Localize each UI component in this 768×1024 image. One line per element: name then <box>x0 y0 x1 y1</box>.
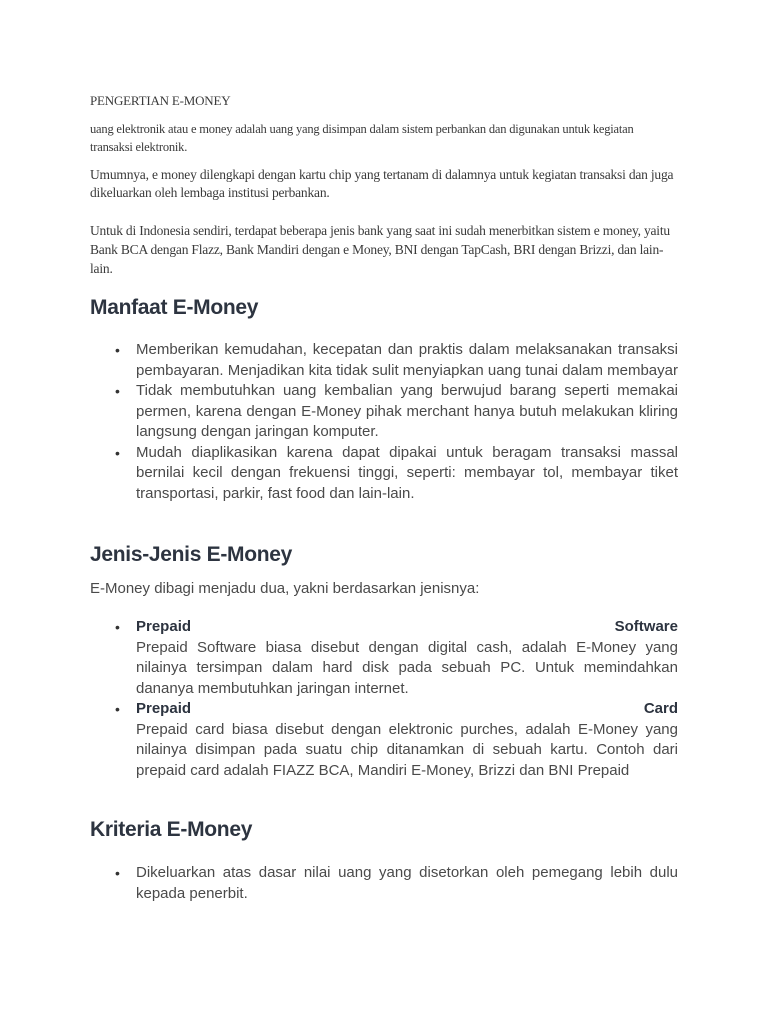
list-item <box>112 699 678 781</box>
document-title: PENGERTIAN E-MONEY <box>90 93 231 108</box>
list-item <box>112 381 678 443</box>
list-item <box>112 443 678 505</box>
paragraph-definition: uang elektronik atau e money adalah uang yang disimpan dalam sistem perbankan dan digunakan untuk kegiatan transaksi elektronik. <box>90 122 634 154</box>
item-heading-left: Prepaid <box>136 700 192 717</box>
item-heading <box>136 617 678 638</box>
list-item <box>112 863 678 904</box>
bullet-icon: • <box>115 383 120 399</box>
item-heading-left: Prepaid <box>136 618 192 635</box>
heading-jenis: Jenis-Jenis E-Money <box>90 543 293 566</box>
paragraph-chip: Umumnya, e money dilengkapi dengan kartu chip yang tertanam di dalamnya untuk kegiatan transaksi dan juga dikeluarkan oleh lembaga institusi perbankan. <box>90 167 674 200</box>
list-item-text: Memberikan kemudahan, kecepatan dan praktis dalam melaksanakan transaksi pembayaran. Menjadikan kita tidak sulit menyiapkan uang tunai dalam membayar <box>136 341 678 379</box>
bullet-icon: • <box>115 701 120 717</box>
list-item-text: Mudah diaplikasikan karena dapat dipakai untuk beragam transaksi massal bernilai kecil dengan frekuensi tinggi, seperti: membayar tol, membayar tiket transportasi, parkir, fast food dan lain-lain. <box>136 443 678 502</box>
list-item-text: Tidak membutuhkan uang kembalian yang berwujud barang seperti memakai permen, karena dengan E-Money pihak merchant hanya butuh melakukan kliring langsung dengan jaringan komputer. <box>136 382 678 440</box>
list-item <box>112 340 678 381</box>
list-item-text: Dikeluarkan atas dasar nilai uang yang disetorkan oleh pemegang lebih dulu kepada penerbit. <box>136 864 678 902</box>
list-jenis <box>112 617 678 781</box>
list-kriteria <box>112 863 678 904</box>
list-item-text: Prepaid Software biasa disebut dengan digital cash, adalah E-Money yang nilainya tersimpan dalam hard disk pada sebuah PC. Untuk memindahkan dananya membutuhkan jaringan internet. <box>136 638 678 697</box>
bullet-icon: • <box>115 865 120 881</box>
heading-kriteria: Kriteria E-Money <box>90 818 253 841</box>
item-heading <box>136 699 678 720</box>
jenis-intro: E-Money dibagi menjadu dua, yakni berdasarkan jenisnya: <box>90 580 480 597</box>
list-item-text: Prepaid card biasa disebut dengan elektronic purches, adalah E-Money yang nilainya disimpan pada suatu chip ditanamkan di sebuah kartu. Contoh dari prepaid card adalah FIAZZ BCA, Mandiri E-Money, Brizzi dan BNI Prepaid <box>136 720 678 779</box>
heading-manfaat: Manfaat E-Money <box>90 296 259 319</box>
list-manfaat <box>112 340 678 504</box>
bullet-icon: • <box>115 342 120 358</box>
paragraph-indonesia: Untuk di Indonesia sendiri, terdapat beberapa jenis bank yang saat ini sudah menerbitkan sistem e money, yaitu Bank BCA dengan Flazz, Bank Mandiri dengan e Money, BNI dengan TapCash, BRI dengan Brizzi, dan lain-lain. <box>90 223 670 276</box>
list-item <box>112 617 678 699</box>
bullet-icon: • <box>115 444 120 461</box>
item-heading-right: Software <box>614 618 678 635</box>
bullet-icon: • <box>115 619 120 635</box>
item-heading-right: Card <box>643 700 678 717</box>
